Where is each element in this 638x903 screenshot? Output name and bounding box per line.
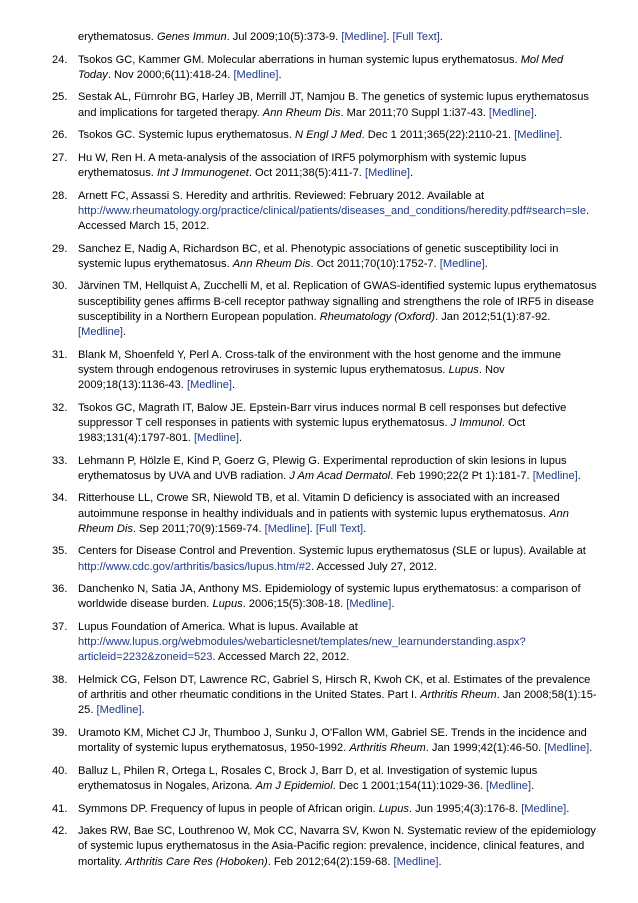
reference-text: Hu W, Ren H. A meta-analysis of the association of IRF5 polymorphism with systemic lupus erythematosus. Int J Immunogenet. Oct 2011;38(5):411-7. [Medline]. xyxy=(78,151,527,179)
reference-text: Jakes RW, Bae SC, Louthrenoo W, Mok CC, Navarra SV, Kwon N. Systematic review of the epidemiology of systemic lupus erythematosus in the Asia-Pacific region: prevalence, incidence, clinical features, and mortality. Arthritis Care Res (Hoboken). Feb 2012;64(2):159-68. [Medline]. xyxy=(78,825,596,868)
reference-item xyxy=(52,90,598,120)
journal-title: Lupus xyxy=(378,802,409,815)
journal-title: Mol Med Today xyxy=(78,53,564,81)
reference-number: 39. xyxy=(52,726,68,739)
medline-link[interactable]: [Medline] xyxy=(264,522,310,535)
full-text-link[interactable]: [Full Text] xyxy=(315,522,364,535)
reference-text: Balluz L, Philen R, Ortega L, Rosales C, Brock J, Barr D, et al. Investigation of systemic lupus erythematosus in Nogales, Arizona. Am J Epidemiol. Dec 1 2001;154(11):1029-36. [Medline]. xyxy=(78,764,538,792)
journal-title: J Immunol xyxy=(450,416,502,429)
reference-number: 24. xyxy=(52,53,68,66)
reference-number: 35. xyxy=(52,545,68,558)
journal-title: Ann Rheum Dis xyxy=(262,106,341,119)
reference-number: 26. xyxy=(52,129,68,142)
journal-title: Ann Rheum Dis xyxy=(78,507,569,535)
reference-item xyxy=(52,673,598,719)
journal-title: N Engl J Med xyxy=(295,129,362,142)
reference-text: Lehmann P, Hölzle E, Kind P, Goerz G, Plewig G. Experimental reproduction of skin lesions in lupus erythematosus by UVA and UVB radiation. J Am Acad Dermatol. Feb 1990;22(2 Pt 1):181-7. [Medline]. xyxy=(78,454,581,482)
reference-number: 31. xyxy=(52,348,68,361)
reference-item xyxy=(52,454,598,484)
reference-number: 34. xyxy=(52,492,68,505)
reference-item xyxy=(52,726,598,756)
reference-number: 32. xyxy=(52,401,68,414)
journal-title: Arthritis Rheum xyxy=(420,689,497,702)
reference-text: Symmons DP. Frequency of lupus in people of African origin. Lupus. Jun 1995;4(3):176-8. [Medline]. xyxy=(78,802,570,815)
medline-link[interactable]: [Medline] xyxy=(341,31,387,43)
journal-title: Lupus xyxy=(448,363,479,376)
full-text-link[interactable]: [Full Text] xyxy=(392,31,440,43)
journal-title: Lupus xyxy=(212,598,243,611)
reference-item xyxy=(52,544,598,574)
journal-title: Arthritis Rheum xyxy=(349,742,426,755)
reference-number: 28. xyxy=(52,189,68,202)
medline-link[interactable]: [Medline] xyxy=(544,742,590,755)
reference-number: 25. xyxy=(52,91,68,104)
reference-text: Tsokos GC. Systemic lupus erythematosus. N Engl J Med. Dec 1 2011;365(22):2110-21. [Medline]. xyxy=(78,129,563,142)
reference-item xyxy=(52,128,598,143)
reference-text: Sanchez E, Nadig A, Richardson BC, et al. Phenotypic associations of genetic susceptibility loci in systemic lupus erythematosus. Ann Rheum Dis. Oct 2011;70(10):1752-7. [Medline]. xyxy=(78,242,559,270)
reference-item xyxy=(52,348,598,394)
journal-title: Am J Epidemiol xyxy=(255,779,333,792)
medline-link[interactable]: [Medline] xyxy=(488,106,534,119)
medline-link[interactable]: [Medline] xyxy=(193,431,239,444)
reference-text: Ritterhouse LL, Crowe SR, Niewold TB, et al. Vitamin D deficiency is associated with an increased autoimmune response in healthy individuals and in patients with systemic lupus erythematosus. Ann Rheum Dis. Sep 2011;70(9):1569-74. [Medline]. [Full Text]. xyxy=(78,492,569,535)
reference-text: Arnett FC, Assassi S. Heredity and arthritis. Reviewed: February 2012. Available at http://www.rheumatology.org/practice/clinical/patients/diseases_and_conditions/heredity.pdf#search=sle. Accessed March 15, 2012. xyxy=(78,189,590,232)
reference-item xyxy=(52,30,598,45)
reference-number: 40. xyxy=(52,764,68,777)
reference-item xyxy=(52,401,598,447)
reference-number: 33. xyxy=(52,454,68,467)
reference-number: 36. xyxy=(52,583,68,596)
reference-text: Sestak AL, Fürnrohr BG, Harley JB, Merrill JT, Namjou B. The genetics of systemic lupus erythematosus and implications for targeted therapy. Ann Rheum Dis. Mar 2011;70 Suppl 1:i37-43. [Medline]. xyxy=(78,91,589,119)
reference-number: 29. xyxy=(52,242,68,255)
reference-url-link[interactable]: http://www.cdc.gov/arthritis/basics/lupus.htm/#2 xyxy=(78,560,312,573)
reference-item xyxy=(52,189,598,235)
journal-title: Ann Rheum Dis xyxy=(232,257,311,270)
reference-text: Tsokos GC, Kammer GM. Molecular aberrations in human systemic lupus erythematosus. Mol Med Today. Nov 2000;6(11):418-24. [Medline]. xyxy=(78,53,564,81)
medline-link[interactable]: [Medline] xyxy=(514,129,560,142)
medline-link[interactable]: [Medline] xyxy=(439,257,485,270)
medline-link[interactable]: [Medline] xyxy=(486,779,532,792)
medline-link[interactable]: [Medline] xyxy=(233,68,279,81)
reference-number: 42. xyxy=(52,825,68,838)
reference-item xyxy=(52,491,598,537)
reference-url-link[interactable]: http://www.lupus.org/webmodules/webarticlesnet/templates/new_learnunderstanding.aspx?articleid=2232&zoneid=523 xyxy=(78,636,526,664)
reference-item xyxy=(52,620,598,666)
reference-item xyxy=(52,53,598,83)
reference-text: Blank M, Shoenfeld Y, Perl A. Cross-talk of the environment with the host genome and the immune system through endogenous retroviruses in systemic lupus erythematosus. Lupus. Nov 2009;18(13):1136-43. [Medline]. xyxy=(78,348,562,391)
reference-url-link[interactable]: http://www.rheumatology.org/practice/clinical/patients/diseases_and_conditions/heredity.pdf#search=sle xyxy=(78,204,587,217)
reference-item xyxy=(52,824,598,870)
reference-list xyxy=(52,30,598,870)
reference-number: 37. xyxy=(52,620,68,633)
reference-text: Järvinen TM, Hellquist A, Zucchelli M, et al. Replication of GWAS-identified systemic lupus erythematosus susceptibility genes affirms B-cell receptor pathway signalling and strengthens the role of IRF5 in disease susceptibility in a Northern European population. Rheumatology (Oxford). Jan 2012;51(1):87-92. [Medline]. xyxy=(78,280,597,338)
reference-item xyxy=(52,582,598,612)
reference-text: Centers for Disease Control and Prevention. Systemic lupus erythematosus (SLE or lupus). Available at http://www.cdc.gov/arthritis/basics/lupus.htm/#2. Accessed July 27, 2012. xyxy=(78,545,586,573)
reference-text: erythematosus. Genes Immun. Jul 2009;10(5):373-9. [Medline]. [Full Text]. xyxy=(78,31,443,43)
reference-text: Lupus Foundation of America. What is lupus. Available at http://www.lupus.org/webmodules/webarticlesnet/templates/new_learnunderstanding.aspx?articleid=2232&zoneid=523. Accessed March 22, 2012. xyxy=(78,620,526,664)
journal-title: Rheumatology (Oxford) xyxy=(319,310,436,323)
medline-link[interactable]: [Medline] xyxy=(364,166,410,179)
medline-link[interactable]: [Medline] xyxy=(532,469,578,482)
journal-title: Int J Immunogenet xyxy=(156,166,249,179)
reference-item xyxy=(52,279,598,340)
reference-text: Tsokos GC, Magrath IT, Balow JE. Epstein-Barr virus induces normal B cell responses but defective suppressor T cell responses in patients with systemic lupus erythematosus. J Immunol. Oct 1983;131(4):1797-801. [Medline]. xyxy=(78,401,567,444)
reference-text: Uramoto KM, Michet CJ Jr, Thumboo J, Sunku J, O'Fallon WM, Gabriel SE. Trends in the incidence and mortality of systemic lupus erythematosus, 1950-1992. Arthritis Rheum. Jan 1999;42(1):46-50. [Medline]. xyxy=(78,726,593,755)
medline-link[interactable]: [Medline] xyxy=(346,598,392,611)
medline-link[interactable]: [Medline] xyxy=(393,855,439,868)
reference-number: 30. xyxy=(52,280,68,293)
medline-link[interactable]: [Medline] xyxy=(96,704,142,717)
reference-item xyxy=(52,764,598,794)
reference-item xyxy=(52,151,598,181)
reference-item xyxy=(52,802,598,817)
journal-title: Genes Immun xyxy=(156,31,227,43)
reference-item xyxy=(52,242,598,272)
reference-number: 38. xyxy=(52,673,68,686)
journal-title: J Am Acad Dermatol xyxy=(289,469,391,482)
reference-number: 41. xyxy=(52,802,68,815)
reference-number: 27. xyxy=(52,151,68,164)
medline-link[interactable]: [Medline] xyxy=(186,378,232,391)
medline-link[interactable]: [Medline] xyxy=(521,802,567,815)
reference-text: Helmick CG, Felson DT, Lawrence RC, Gabriel S, Hirsch R, Kwoh CK, et al. Estimates of the prevalence of arthritis and other rheumatic conditions in the United States. Part I. Arthritis Rheum. Jan 2008;58(1):15-25. [Medline]. xyxy=(78,673,597,717)
medline-link[interactable]: [Medline] xyxy=(78,325,124,338)
journal-title: Arthritis Care Res (Hoboken) xyxy=(125,855,268,868)
reference-text: Danchenko N, Satia JA, Anthony MS. Epidemiology of systemic lupus erythematosus: a comparison of worldwide disease burden. Lupus. 2006;15(5):308-18. [Medline]. xyxy=(78,583,581,611)
